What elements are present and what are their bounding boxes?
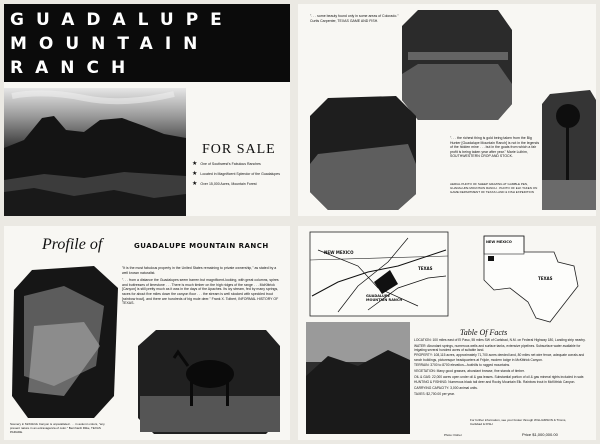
photo-collage-page [298,4,596,216]
title-line-1: GUADALUPE [10,10,234,30]
profile-heading: Profile of [42,236,103,253]
feature-item: ★ Located in Magnificent Splendor of the Guadalupes [192,171,280,177]
table-of-facts-title: Table Of Facts [460,328,508,337]
facts-list [414,338,592,397]
price: Price $1,000,000.00 [522,432,558,437]
fact-item: VEGETATION: Many good grasses, abundant browse, fine stands of timber. [414,368,525,373]
map-label-new-mexico: NEW MEXICO [324,250,354,255]
quote-carpenter: ". . . some beauty found only in some areas of Colorado." Curtis Carpenter, TEXAS GAME AND FISH. [310,14,399,23]
mountain-landscape-photo [4,88,186,216]
star-icon: ★ [192,181,198,187]
fact-item: WATER: Abundant springs, numerous wells and surface tanks, extensive pipelines. Subsurface water available for irrigating several hundred acres of suitable land. [414,343,581,352]
fact-item: TERRAIN: 3700 to 8700 elevation—foothills to rugged mountains. [414,363,511,368]
fact-item: PROPERTY: 108,115 acres, approximately 71,700 acres deeded land, 80 miles net wire fence, adequate corrals and ranch buildings, picturesque headquarters at Frijole, modern lodge in McKittrick Canyon. [414,353,585,362]
star-icon: ★ [192,161,198,167]
facts-page [298,226,596,440]
regional-road-map [310,232,448,316]
broker-info: For further information, see your broker through WILLIAMSON & Timms, Carlsbad & FISH [470,418,567,426]
star-icon: ★ [192,171,198,177]
fact-item: OIL & GAS: 22,000 acres open under oil & gas leases. Substantial portion of oil & gas mineral rights included in sale. [414,374,585,379]
photo-caption: AERIAL PHOTO OF SHEEP GRAZING AT GAMBLE PEN, GUADALUPE MOUNTAIN RANCH · PHOTO OF ELK TAKEN ON GAME DEPARTMENT OF TEXAS LAND & FISH EXPEDITION [450,182,538,194]
for-sale-heading: FOR SALE [202,142,276,157]
canyon-caption: Scenery in McKittrick Canyon is unparalleled . . . in autumn colors, "any present nature in an extravaganza of color." Bernhardt Rilke, TEXAS PARADE. [10,422,105,434]
feature-item: ★ Over 15,000 Acres, Mountain Forest [192,181,257,187]
title-line-2: MOUNTAIN [10,34,210,54]
fact-item: TAXES: $2,700.00 per year. [414,391,455,396]
profile-paragraph: "It is the most fabulous property in the United States remaining to private ownership," as stated by a well known naturalist. [122,266,277,275]
maps-and-photo [298,226,596,440]
state-inset-map [484,236,578,322]
profile-photos [4,226,290,440]
ranch-name-heading: GUADALUPE MOUNTAIN RANCH [134,242,269,250]
profile-paragraph: ". . . from a distance the Guadalupes seem barren but magnificent-looking, with great columns, spires and buttresses of limestone . . . There is much timber on the high ridges of the range . . . McKittrick [Canyon] is still pretty much as it was in the days of the Apaches. Its icy stream, fed by many springs, races for about five miles down the canyon floor . . . the stream is well stocked with speckled trout [rainbow trout], and there are hundreds of big mule deer." Frank X. Tolbert, INFORMAL HISTORY OF TEXAS. [122,278,279,306]
inset-label-new-mexico: NEW MEXICO [486,240,512,244]
fact-item: CARRYING CAPACITY: 3,000 animal units. [414,386,478,390]
feature-item: ★ One of Southwest's Fabulous Ranches [192,161,261,167]
fact-item: HUNTING & FISHING: Numerous black tail deer and Rocky Mountain Elk. Rainbow trout in McKittrick Canyon. [414,380,576,385]
brochure-cover-page [4,4,290,216]
quote-lulhim: ". . . the richest thing is gold being taken from the Big Hunter [Guadalupe Mountain Ranch] is not in the legends of the hidden mine . . . but in the goats from which a fair profit is being taken year after year." Marie Lulhim, SOUTHWESTERN CROP AND STOCK. [450,136,540,158]
photo-hexagons [298,4,596,216]
title-line-3: RANCH [10,58,138,78]
profile-page [4,226,290,440]
photo-credit: Photo: Fisher [444,433,462,437]
fact-item: LOCATION: 100 miles east of El Paso, 55 miles SW of Carlsbad, N.M. on Federal Highway 180, Landing strip nearby. [414,338,586,342]
inset-label-texas: TEXAS [538,276,553,281]
map-label-texas: TEXAS [418,266,433,271]
profile-body [122,266,282,309]
title-banner [4,4,290,82]
feature-list [192,162,288,192]
map-label-ranch: GUADALUPE MOUNTAIN RANCH [366,294,403,302]
